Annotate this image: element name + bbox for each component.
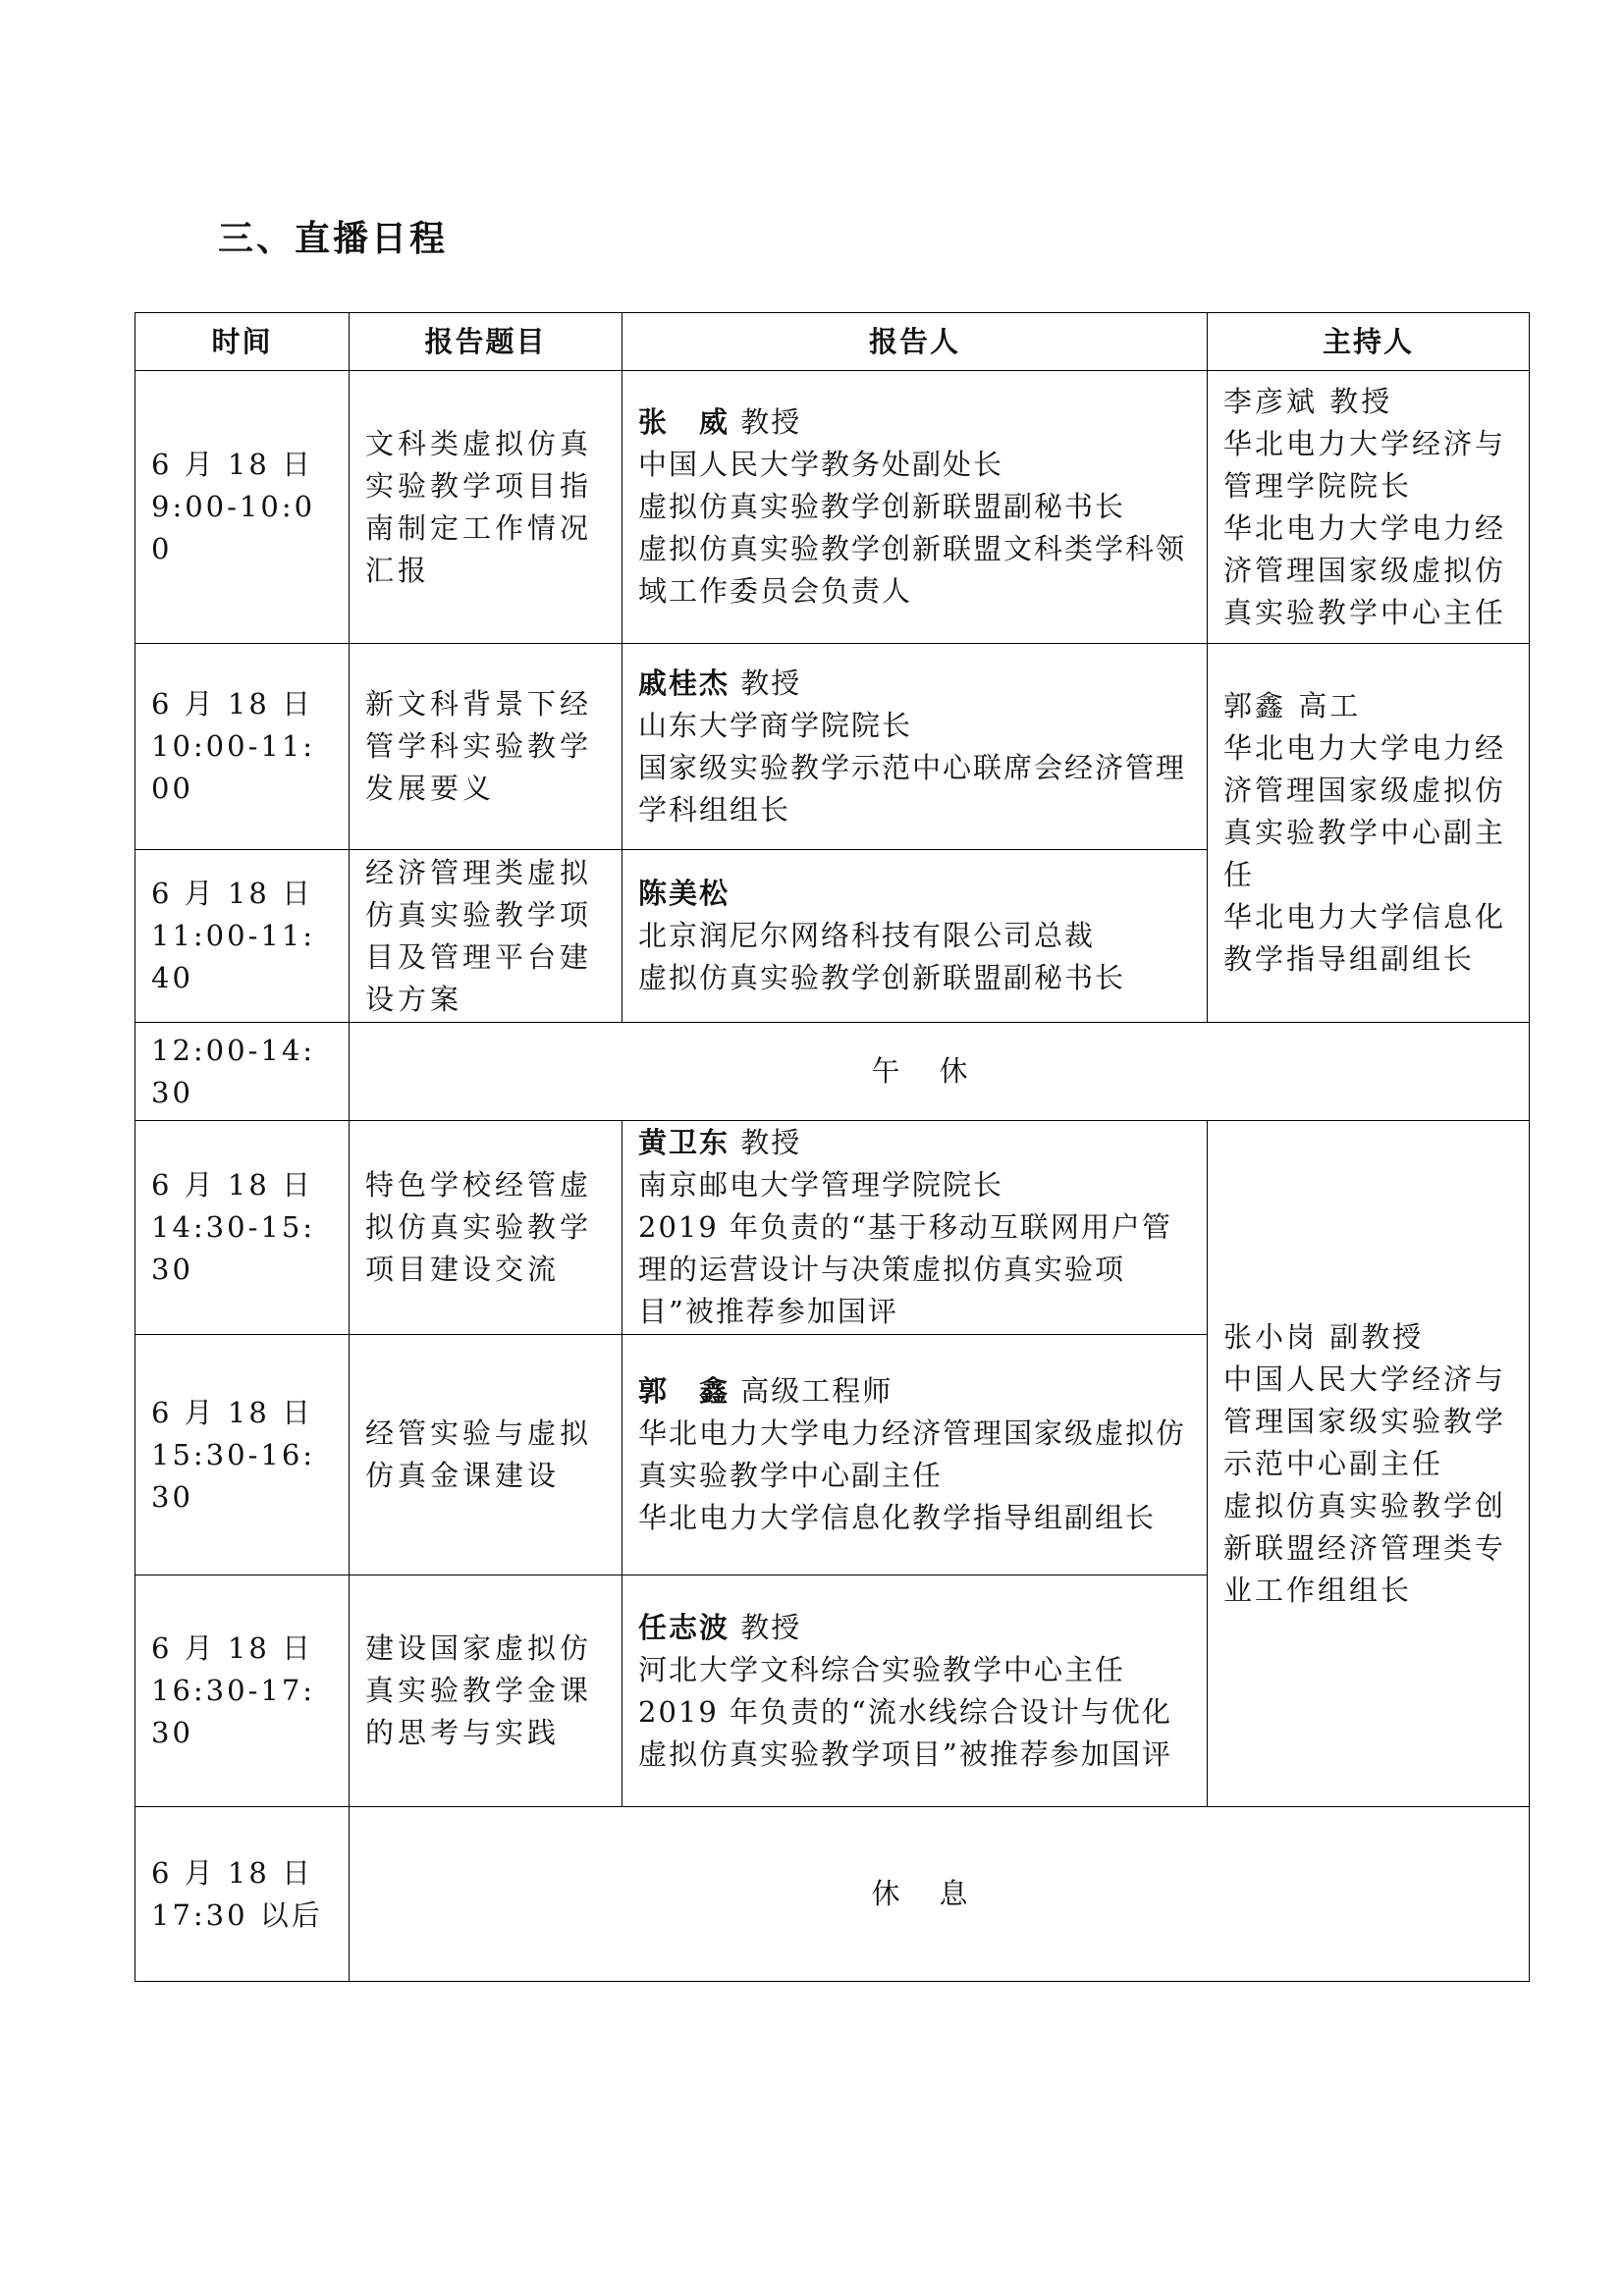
host-cell — [1208, 371, 1530, 644]
speaker-cell — [623, 371, 1208, 644]
speaker-name: 郭 鑫 — [638, 1374, 731, 1408]
host-affiliation: 华北电力大学信息化教学指导组副组长 — [1223, 900, 1507, 976]
topic-cell: 经管实验与虚拟仿真金课建设 — [350, 1335, 623, 1575]
date-text: 6 月 18 日 — [151, 1395, 314, 1429]
host-cell — [1208, 644, 1530, 1023]
speaker-title: 教授 — [740, 1126, 802, 1159]
schedule-table — [135, 312, 1530, 1982]
time-cell — [135, 1121, 350, 1335]
speaker-affiliation: 2019 年负责的“流水线综合设计与优化虚拟仿真实验教学项目”被推荐参加国评 — [638, 1694, 1172, 1771]
section-title: 三、直播日程 — [218, 219, 449, 259]
topic-cell: 建设国家虚拟仿真实验教学金课的思考与实践 — [350, 1575, 623, 1807]
time-cell: 12:00-14:30 — [135, 1023, 350, 1121]
topic-cell: 新文科背景下经管学科实验教学发展要义 — [350, 644, 623, 850]
speaker-affiliation: 虚拟仿真实验教学创新联盟文科类学科领域工作委员会负责人 — [638, 532, 1187, 608]
date-text: 6 月 18 日 — [151, 687, 314, 721]
host-affiliation: 华北电力大学电力经济管理国家级虚拟仿真实验教学中心副主任 — [1223, 731, 1507, 891]
lunch-break-label: 午休 — [350, 1023, 1530, 1121]
host-affiliation: 虚拟仿真实验教学创新联盟经济管理类专业工作组组长 — [1223, 1488, 1507, 1607]
speaker-name: 戚桂杰 — [638, 666, 731, 700]
speaker-affiliation: 虚拟仿真实验教学创新联盟副秘书长 — [638, 961, 1126, 994]
speaker-affiliation: 河北大学文科综合实验教学中心主任 — [638, 1652, 1126, 1686]
topic-cell: 文科类虚拟仿真实验教学项目指南制定工作情况汇报 — [350, 371, 623, 644]
host-name: 李彦斌 教授 — [1223, 384, 1393, 418]
time-cell — [135, 371, 350, 644]
speaker-title: 高级工程师 — [740, 1374, 893, 1408]
speaker-cell — [623, 1121, 1208, 1335]
speaker-cell — [623, 644, 1208, 850]
speaker-name: 陈美松 — [638, 877, 731, 910]
table-row — [135, 1121, 1530, 1335]
table-row — [135, 371, 1530, 644]
speaker-affiliation: 南京邮电大学管理学院院长 — [638, 1168, 1004, 1201]
speaker-cell — [623, 850, 1208, 1023]
topic-cell: 经济管理类虚拟仿真实验教学项目及管理平台建设方案 — [350, 850, 623, 1023]
speaker-affiliation: 华北电力大学电力经济管理国家级虚拟仿真实验教学中心副主任 — [638, 1416, 1187, 1492]
time-range-text: 9:00-10:00 — [151, 490, 316, 565]
speaker-name: 张 威 — [638, 405, 731, 439]
host-affiliation: 华北电力大学经济与管理学院院长 — [1223, 426, 1507, 503]
speaker-cell — [623, 1335, 1208, 1575]
speaker-cell — [623, 1575, 1208, 1807]
speaker-affiliation: 2019 年负责的“基于移动互联网用户管理的运营设计与决策虚拟仿真实验项目”被推荐参加国评 — [638, 1210, 1172, 1328]
header-topic: 报告题目 — [350, 313, 623, 371]
time-cell — [135, 1807, 350, 1982]
time-range-text: 14:30-15:30 — [151, 1210, 316, 1286]
rest-label: 休息 — [350, 1807, 1530, 1982]
host-name: 张小岗 副教授 — [1223, 1319, 1425, 1354]
time-range-text: 15:30-16:30 — [151, 1437, 316, 1514]
host-affiliation: 华北电力大学电力经济管理国家级虚拟仿真实验教学中心主任 — [1223, 510, 1507, 629]
header-speaker: 报告人 — [623, 313, 1208, 371]
host-affiliation: 中国人民大学经济与管理国家级实验教学示范中心副主任 — [1223, 1362, 1507, 1480]
speaker-name: 黄卫东 — [638, 1126, 731, 1159]
date-text: 6 月 18 日 — [151, 1168, 314, 1201]
speaker-title: 教授 — [740, 1610, 802, 1644]
speaker-title: 教授 — [740, 405, 802, 439]
time-cell — [135, 1575, 350, 1807]
table-row — [135, 644, 1530, 850]
time-range-text: 17:30 以后 — [151, 1897, 323, 1932]
date-text: 6 月 18 日 — [151, 877, 314, 910]
host-cell — [1208, 1121, 1530, 1807]
topic-cell: 特色学校经管虚拟仿真实验教学项目建设交流 — [350, 1121, 623, 1335]
date-text: 6 月 18 日 — [151, 1855, 314, 1890]
date-text: 6 月 18 日 — [151, 448, 314, 481]
rest-row — [135, 1807, 1530, 1982]
time-range-text: 11:00-11:40 — [151, 919, 316, 994]
header-time: 时间 — [135, 313, 350, 371]
date-text: 6 月 18 日 — [151, 1631, 314, 1665]
speaker-affiliation: 华北电力大学信息化教学指导组副组长 — [638, 1501, 1157, 1534]
speaker-affiliation: 国家级实验教学示范中心联席会经济管理学科组组长 — [638, 750, 1187, 827]
time-range-text: 16:30-17:30 — [151, 1674, 316, 1749]
speaker-affiliation: 北京润尼尔网络科技有限公司总裁 — [638, 919, 1096, 952]
speaker-title: 教授 — [740, 666, 802, 700]
speaker-name: 任志波 — [638, 1610, 731, 1644]
speaker-affiliation: 山东大学商学院院长 — [638, 708, 913, 742]
time-range-text: 10:00-11:00 — [151, 729, 316, 805]
lunch-row — [135, 1023, 1530, 1121]
host-name: 郭鑫 高工 — [1223, 689, 1362, 722]
header-host: 主持人 — [1208, 313, 1530, 371]
speaker-affiliation: 虚拟仿真实验教学创新联盟副秘书长 — [638, 490, 1126, 523]
table-header-row — [135, 313, 1530, 371]
time-cell — [135, 850, 350, 1023]
time-cell — [135, 1335, 350, 1575]
speaker-affiliation: 中国人民大学教务处副处长 — [638, 448, 1004, 481]
time-cell — [135, 644, 350, 850]
